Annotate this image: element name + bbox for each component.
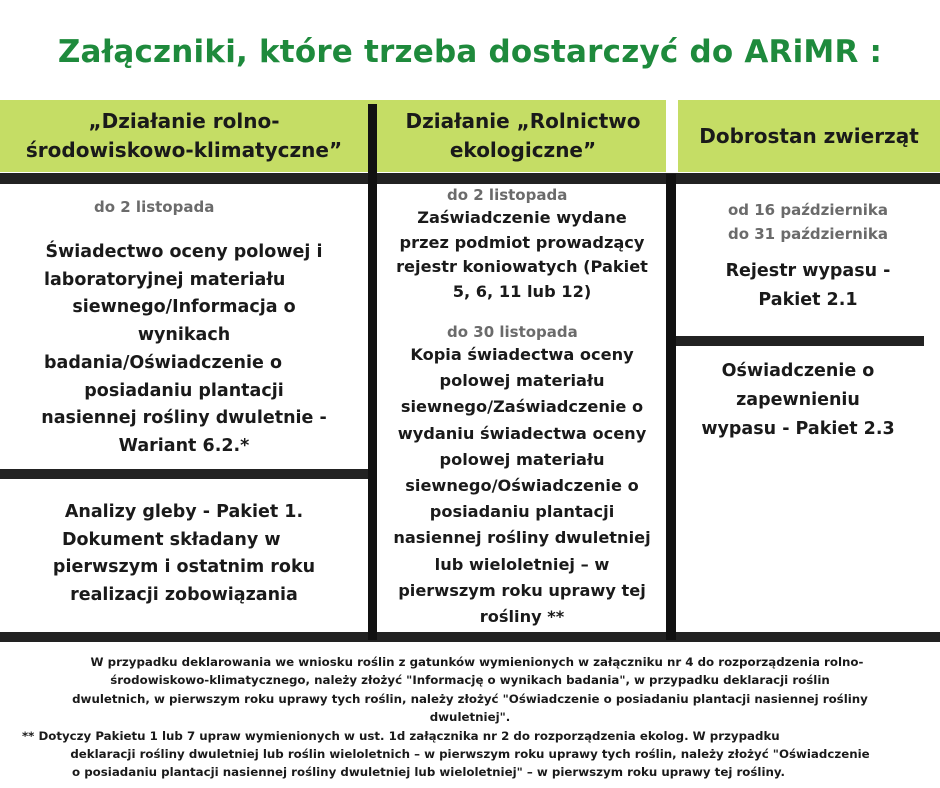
deadline-label: do 2 listopada: [447, 186, 568, 204]
text-line: przez podmiot prowadzący: [399, 232, 645, 252]
text-line: wydaniu świadectwa oceny: [397, 423, 647, 443]
footnote-line: deklaracji rośliny dwuletniej lub roślin wieloletnich – w pierwszym roku uprawy tych roślin, należy złożyć "Oświadczenie: [70, 747, 870, 762]
column1-divider: [0, 469, 370, 479]
text-line: siewnego/Oświadczenie o: [405, 476, 639, 496]
page-title: Załączniki, które trzeba dostarczyć do ARiMR :: [57, 34, 883, 70]
text-line: Świadectwo oceny polowej i: [45, 242, 323, 262]
text-line: posiadaniu plantacji: [84, 380, 284, 401]
footnote-line: dwuletniej".: [429, 710, 511, 725]
text-line: Dokument składany w: [62, 529, 281, 550]
text-line: pierwszym roku uprawy tej: [398, 580, 646, 600]
text-line: laboratoryjnej materiału: [44, 269, 286, 290]
footnote-line: ** Dotyczy Pakietu 1 lub 7 upraw wymienionych w ust. 1d załącznika nr 2 do rozporządzenia ekolog. W przypadku: [22, 728, 780, 743]
footnote-line: W przypadku deklarowania we wniosku roślin z gatunków wymienionych w załączniku nr 4 do rozporządzenia rolno-: [90, 655, 864, 669]
text-line: wypasu - Pakiet 2.3: [701, 419, 895, 439]
text-line: siewnego/Zaświadczenie o: [400, 397, 644, 417]
column-divider-1: [368, 104, 377, 640]
deadline-label: do 30 listopada: [447, 323, 578, 341]
document-description: [676, 357, 920, 444]
deadline-label: [676, 198, 940, 246]
text-line: badania/Oświadczenie o: [44, 352, 282, 373]
date-line: od 16 października: [727, 201, 889, 219]
text-line: pierwszym i ostatnim roku: [52, 557, 316, 577]
document-description: [676, 257, 940, 315]
text-line: polowej materiału: [439, 371, 605, 391]
text-line: rośliny **: [479, 607, 565, 627]
text-line: realizacji zobowiązania: [70, 584, 298, 605]
table-bottom-divider: [0, 632, 940, 642]
text-line: zapewnieniu: [736, 390, 860, 410]
column-header-line: ekologiczne”: [449, 138, 597, 162]
text-line: polowej materiału: [439, 449, 605, 469]
date-line: do 31 października: [727, 225, 889, 243]
text-line: Pakiet 2.1: [758, 290, 858, 310]
text-line: Oświadczenie o: [721, 361, 875, 381]
footnotes: [0, 653, 940, 782]
deadline-label: do 2 listopada: [94, 198, 215, 216]
column-header-line: środowiskowo-klimatyczne”: [25, 138, 343, 162]
document-description: [0, 239, 368, 461]
column-header-ekolog: [378, 100, 668, 172]
text-line: nasiennej rośliny dwuletnie -: [41, 408, 327, 429]
text-line: Rejestr wypasu -: [725, 261, 891, 281]
text-line: wynikach: [137, 325, 231, 346]
column-header-line: Działanie „Rolnictwo: [405, 109, 641, 133]
column-header-rolno: [0, 100, 368, 172]
column3-divider: [670, 336, 924, 346]
text-line: Analizy gleby - Pakiet 1.: [64, 502, 304, 522]
footnote-line: środowiskowo-klimatycznego, należy złożyć "Informację o wynikach badania", w przypadku deklaracji roślin: [110, 673, 830, 688]
header-divider: [0, 173, 940, 184]
text-line: lub wieloletniej – w: [434, 554, 610, 574]
footnote-line: dwuletnich, w pierwszym roku uprawy tych roślin, należy złożyć "Oświadczenie o posiadaniu plantacji nasiennej rośliny: [72, 691, 868, 706]
text-line: 5, 6, 11 lub 12): [452, 281, 592, 301]
column-divider-2: [666, 174, 676, 640]
footnote-line: o posiadaniu plantacji nasiennej rośliny dwuletniej lub wieloletniej" – w pierwszym roku uprawy tej rośliny.: [72, 765, 785, 780]
text-line: Wariant 6.2.*: [118, 435, 250, 456]
text-line: nasiennej rośliny dwuletniej: [393, 528, 651, 548]
text-line: posiadaniu plantacji: [429, 502, 615, 522]
text-line: siewnego/Informacja o: [72, 297, 296, 318]
column-header-dobrostan: [678, 100, 940, 172]
column-header-line: „Działanie rolno-: [88, 109, 280, 133]
document-description: [378, 206, 666, 304]
document-description: [0, 499, 368, 609]
text-line: rejestr koniowatych (Pakiet: [396, 257, 648, 276]
column-header-line: Dobrostan zwierząt: [699, 123, 919, 148]
text-line: Zaświadczenie wydane: [417, 208, 627, 227]
text-line: Kopia świadectwa oceny: [410, 345, 634, 364]
document-description: [378, 342, 666, 630]
